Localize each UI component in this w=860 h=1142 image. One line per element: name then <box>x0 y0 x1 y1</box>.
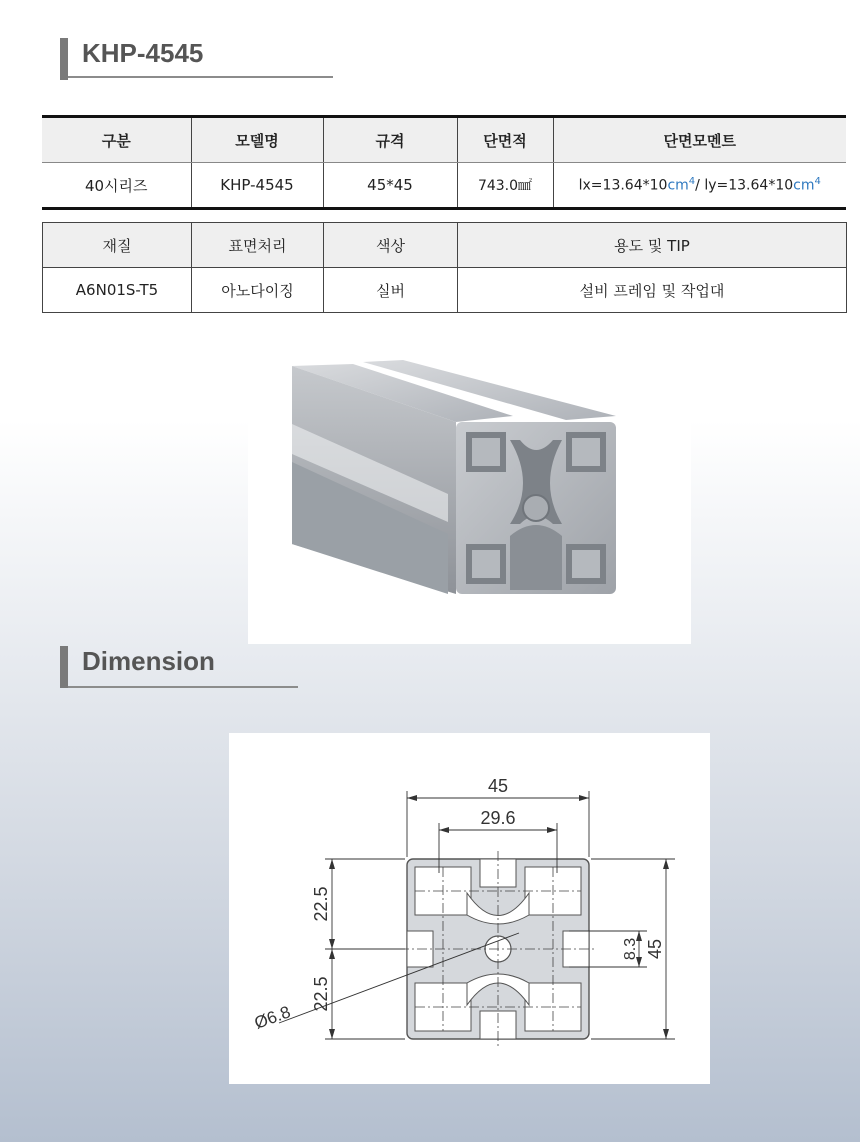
moment-exponent-2: 4 <box>814 176 821 188</box>
cross-section-drawing <box>229 733 710 1084</box>
cell-usage: 설비 프레임 및 작업대 <box>458 268 847 313</box>
moment-separator: / <box>695 177 705 194</box>
header-category: 구분 <box>42 117 191 163</box>
material-header-row <box>43 223 847 268</box>
header-area: 단면적 <box>457 117 553 163</box>
aluminium-profile-illustration <box>248 344 691 644</box>
cell-material: A6N01S-T5 <box>43 268 192 313</box>
cell-color: 실버 <box>324 268 458 313</box>
cell-category: 40시리즈 <box>42 163 191 209</box>
product-image <box>248 344 691 644</box>
label-half-lower: 22.5 <box>311 976 331 1012</box>
material-data-row <box>43 268 847 313</box>
moment-iy: ly=13.64*10 <box>704 177 794 194</box>
label-slot-span: 29.6 <box>480 808 516 828</box>
cell-moment <box>553 163 846 209</box>
spec-table <box>42 115 846 210</box>
spec-data-row <box>42 163 846 209</box>
cell-model: KHP-4545 <box>191 163 323 209</box>
dimension-title: Dimension <box>82 646 215 676</box>
moment-unit-2: cm <box>793 177 815 194</box>
header-usage: 용도 및 TIP <box>458 223 847 268</box>
section-marker <box>60 38 68 80</box>
header-moment: 단면모멘트 <box>553 117 846 163</box>
label-bore: Ø6.8 <box>251 1002 294 1033</box>
spec-header-row <box>42 117 846 163</box>
cell-finish: 아노다이징 <box>192 268 324 313</box>
section-marker <box>60 646 68 688</box>
dimension-drawing <box>229 733 710 1084</box>
model-title: KHP-4545 <box>82 38 204 68</box>
cell-area: 743.0㎟ <box>457 163 553 209</box>
moment-unit: cm <box>667 177 689 194</box>
header-size: 규격 <box>323 117 457 163</box>
header-finish: 표면처리 <box>192 223 324 268</box>
section-underline <box>68 686 298 688</box>
label-height-45: 45 <box>645 938 665 960</box>
material-table <box>42 222 847 313</box>
moment-ix: lx=13.64*10 <box>578 177 668 194</box>
label-slot-width: 8.3 <box>622 937 639 961</box>
header-color: 색상 <box>324 223 458 268</box>
header-model: 모델명 <box>191 117 323 163</box>
label-width-45: 45 <box>487 776 509 796</box>
header-material: 재질 <box>43 223 192 268</box>
moment-exponent: 4 <box>688 176 696 188</box>
label-half-upper: 22.5 <box>311 886 331 922</box>
cell-size: 45*45 <box>323 163 457 209</box>
section-underline <box>68 76 333 78</box>
